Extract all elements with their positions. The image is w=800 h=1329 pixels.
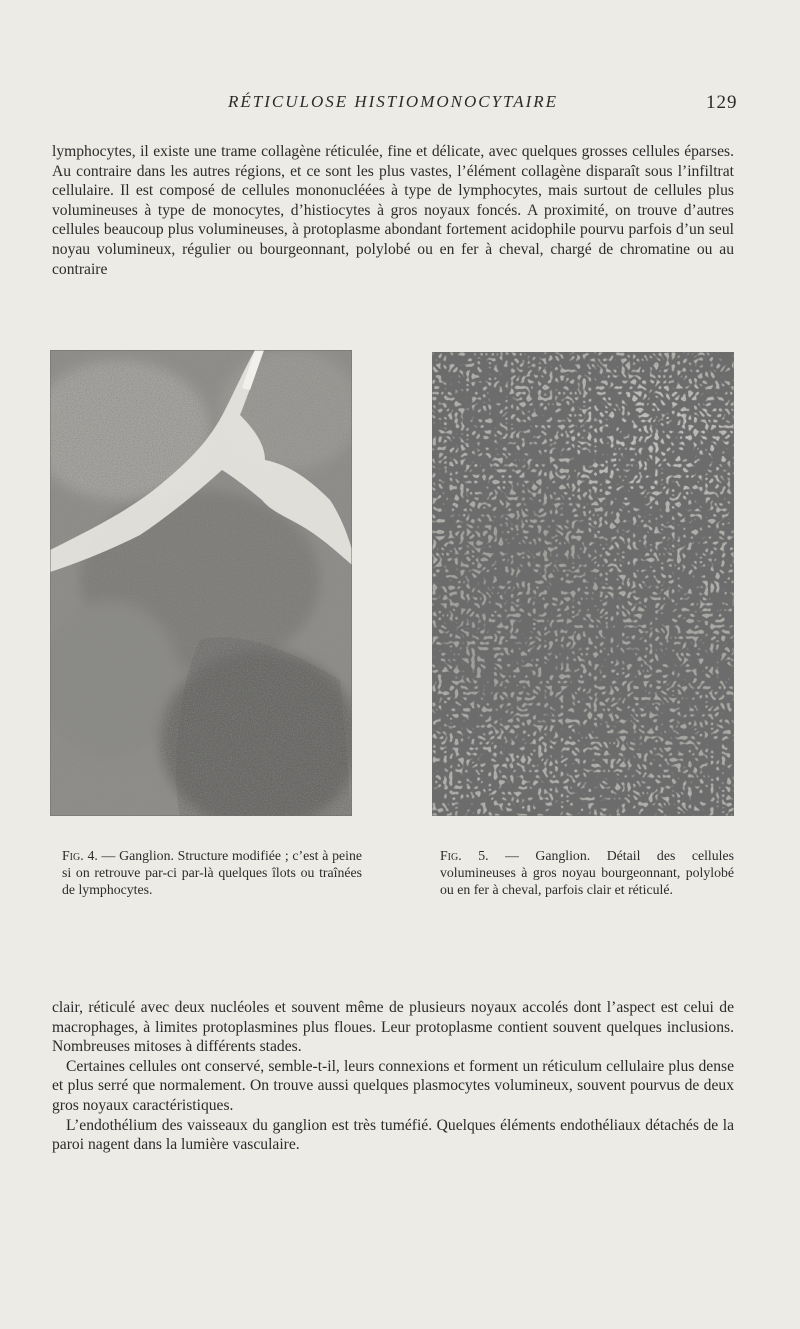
body-bottom [52, 998, 734, 1155]
body-paragraph: lymphocytes, il existe une trame collagène réticulée, fine et délicate, avec quelques grosses cellules éparses. Au contraire dans les autres régions, et ce sont les plus vastes, l’élément collagène disparaît sous l’infiltrat cellulaire. Il est composé de cellules mononucléées à type de lymphocytes, mais surtout de cellules plus volumineuses à type de monocytes, d’histiocytes à gros noyaux foncés. A proximité, on trouve d’autres cellules beaucoup plus volumineuses, à protoplasme abondant fortement acidophile pourvu parfois d’un seul noyau volumineux, régulier ou bourgeonnant, polylobé ou en fer à cheval, chargé de chromatine ou au contraire [52, 143, 734, 278]
page-number: 129 [706, 92, 738, 113]
figure-4-label: Fig. 4. [62, 848, 98, 863]
figure-5-label: Fig. 5. [440, 848, 489, 863]
figure-4-caption [62, 848, 362, 898]
body-paragraph: Certaines cellules ont conservé, semble-t-il, leurs connexions et forment un réticulum cellulaire plus dense et plus serré que normalement. On trouve aussi quelques plasmocytes volumineux, souvent pourvus de deux gros noyaux caractéristiques. [52, 1057, 734, 1114]
figure-4-caption-text: — Ganglion. Structure modifiée ; c’est à peine si on retrouve par-ci par-là quelques îlots ou traînées de lymphocytes. [62, 848, 362, 897]
figure-5-micrograph [432, 352, 734, 816]
running-head [0, 92, 800, 116]
figure-5-caption [440, 848, 734, 898]
body-paragraph: clair, réticulé avec deux nucléoles et souvent même de plusieurs noyaux accolés dont l’aspect est celui de macrophages, à limites protoplasmines plus floues. Leur protoplasme contient souvent quelques inclusions. Nombreuses mitoses à différents stades. [52, 999, 734, 1056]
body-paragraph: L’endothélium des vaisseaux du ganglion est très tuméfié. Quelques éléments endothéliaux détachés de la paroi nagent dans la lumière vasculaire. [52, 1116, 734, 1154]
figure-4-micrograph [50, 350, 352, 816]
running-title: RÉTICULOSE HISTIOMONOCYTAIRE [228, 92, 559, 111]
figure-5-caption-text: — Ganglion. Détail des cellules volumineuses à gros noyau bourgeonnant, polylobé ou en fer à cheval, parfois clair et réticulé. [440, 848, 734, 897]
